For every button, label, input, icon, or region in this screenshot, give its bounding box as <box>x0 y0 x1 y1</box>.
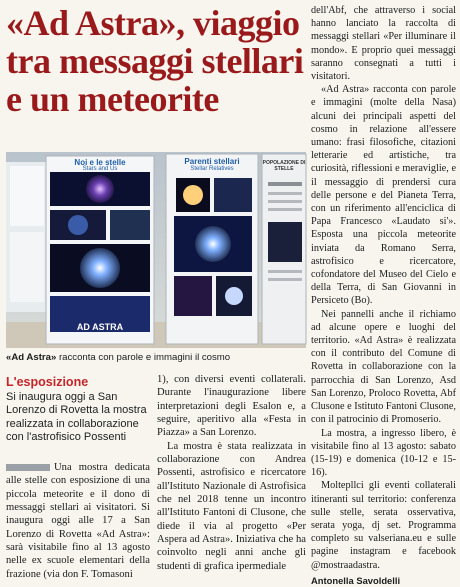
column-2-paragraph-2: La mostra è stata realizzata in collaborazione con Andrea Possenti, astrofisico e ricercatore all'Istituto Nazionale di Astrofisica che nel 2018 tenne un incontro all'Istituto Fantoni di Clusone, che diede il via al progetto «Per Aspera ad Astra». Iniziativa che ha coinvolto negli anni anche gli studenti di grafica ipermediale <box>157 440 306 572</box>
photo-caption <box>6 352 306 364</box>
caption-text: racconta con parole e immagini il cosmo <box>56 352 231 363</box>
headline-line-1: «Ad Astra», viaggio <box>6 3 300 43</box>
panel-left-logo: AD ASTRA <box>76 322 124 332</box>
panel-center-subtitle: Stellar Relatives <box>190 166 234 172</box>
panel-left-title: Noi e le stelle <box>74 158 126 167</box>
article-column-2 <box>157 373 306 573</box>
column-3-paragraph-2: «Ad Astra» racconta con parole e immagini (molte della Nasa) alcuni dei principali aspetti del cosmo in relazione all'essere umano: frasi filosofiche, citazioni letterarie ed artistiche, tra curiosità, riflessioni e meraviglie, e il messaggio di prendersi cura delle persone e del Pianeta Terra, con un riferimento all'enciclica di Papa Francesco «Laudato si'». Esposta una piccola meteorite inviata da Romano Serra, astrofisico e ricercatore, cofondatore del Museo del Cielo e della Terra, di San Giovanni in Persiceto (Bo). <box>311 84 456 307</box>
column-1-text: Una mostra dedicata alle stelle con esposizione di una piccola meteorite e il dono di messaggi stellari ai visitatori. Si inaugura oggi alle 17 a San Lorenzo di Rovetta «Ad Astra»: sarà visitabile fino al 13 agosto nelle ex scuole elementari della frazione (via don F. Tomasoni <box>6 462 150 580</box>
column-3-paragraph-1: dell'Abf, che attraverso i social hanno lanciato la raccolta di messaggi stellari «Per illuminare il mondo». E proprio quei messaggi saranno consegnati a tutti i visitatori. <box>311 5 456 83</box>
summary-text: Si inaugura oggi a San Lorenzo di Rovetta la mostra realizzata in collaborazione con l'astrofisico Possenti <box>6 391 147 443</box>
article-column-1 <box>6 461 150 581</box>
section-kicker: L'esposizione <box>6 375 89 389</box>
headline-line-3: e un meteorite <box>6 79 219 119</box>
photo-scene <box>6 152 306 348</box>
headline-line-2: tra messaggi stellari <box>6 41 304 81</box>
panel-center-title: Parenti stellari <box>184 157 240 166</box>
lead-marker <box>6 464 50 471</box>
panel-left-subtitle: Stars and Us <box>82 166 118 172</box>
column-3-paragraph-5: Moltepllci gli eventi collaterali itineranti sul territorio: conferenza sulle stelle, serata osservativa, serata yoga, dj set. Programma completo su valseriana.eu e sulle pagine instagram e facebook @mostraadastra. <box>311 480 456 571</box>
column-3-paragraph-3: Nei pannelli anche il richiamo ad alcune opere e luoghi del territorio. «Ad Astra» è realizzata con il contributo del Comune di Rovetta in collaborazione con la parrocchia di San Lorenzo, Asd San Lorenzo, Proloco Rovetta, Abf Clusone e Istituto Fantoni Clusone, con il patrocinio di Promoserio. <box>311 308 456 426</box>
column-2-paragraph-1: 1), con diversi eventi collaterali. Durante l'inaugurazione libere interpretazioni degli Esalon e, a seguire, aperitivo alla «Festa in Piazza» a San Lorenzo. <box>157 374 306 439</box>
caption-quoted: «Ad Astra» <box>6 352 57 363</box>
article-column-3 <box>311 4 456 587</box>
column-3-paragraph-4: La mostra, a ingresso libero, è visitabile fino al 13 agosto: sabato (15-19) e domenica (10-12 e 15-16). <box>311 427 456 479</box>
exhibition-photo <box>6 152 306 348</box>
byline: Antonella Savoldelli <box>311 574 401 586</box>
column-1-paragraph <box>6 461 150 581</box>
headline <box>6 4 304 118</box>
panel-right-title: POPOLAZIONE DI STELLE <box>262 160 306 172</box>
